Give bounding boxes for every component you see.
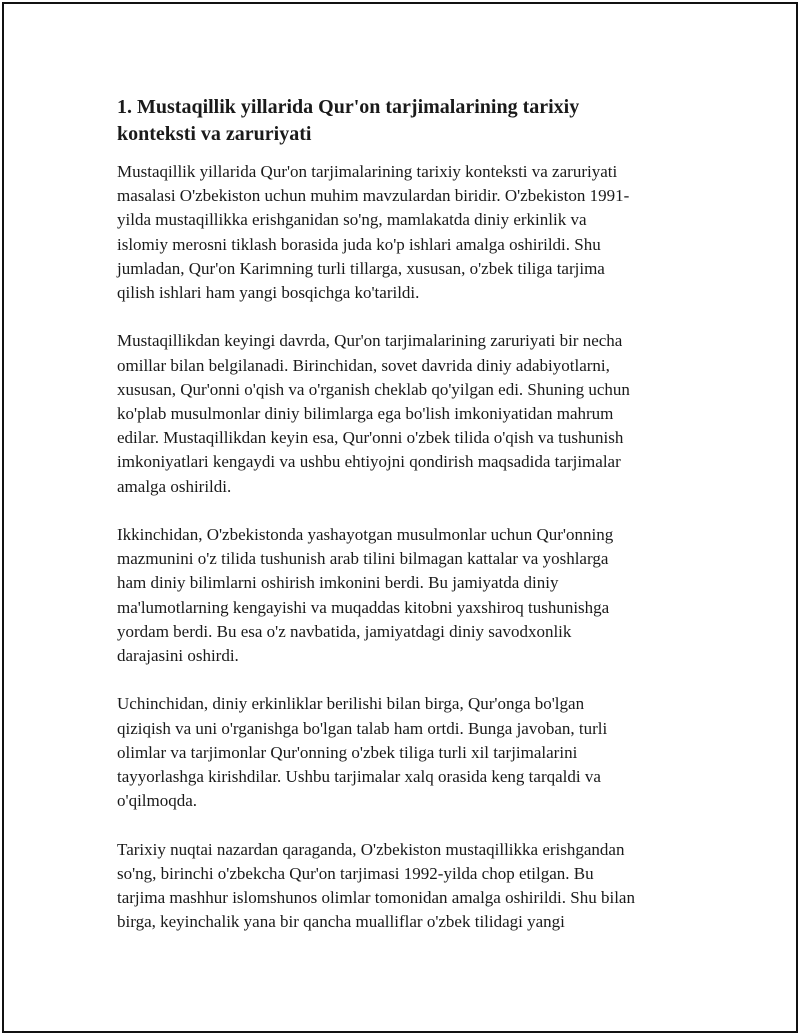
text-line: tarjima mashhur islomshunos olimlar tomonidan amalga oshirildi. Shu bilan	[117, 888, 635, 908]
text-line: Tarixiy nuqtai nazardan qaraganda, O'zbekiston mustaqillikka erishgandan	[117, 839, 625, 859]
text-line: yordam berdi. Bu esa o'z navbatida, jamiyatdagi diniy savodxonlik	[117, 621, 572, 641]
text-line: xususan, Qur'onni o'qish va o'rganish cheklab qo'yilgan edi. Shuning uchun	[117, 379, 630, 399]
text-line: o'qilmoqda.	[117, 791, 198, 811]
body-text	[117, 160, 717, 934]
text-line: amalga oshirildi.	[117, 476, 232, 496]
text-line: ham diniy bilimlarni oshirish imkonini berdi. Bu jamiyatda diniy	[117, 573, 559, 593]
text-line: ma'lumotlarning kengayishi va muqaddas kitobni yaxshiroq tushunishga	[117, 597, 610, 617]
text-line: islomiy merosni tiklash borasida juda ko'p ishlari amalga oshirildi. Shu	[117, 234, 601, 254]
text-line: qiziqish va uni o'rganishga bo'lgan talab ham ortdi. Bunga javoban, turli	[117, 718, 608, 738]
text-line: yilda mustaqillikka erishganidan so'ng, mamlakatda diniy erkinlik va	[117, 210, 587, 230]
text-line: olimlar va tarjimonlar Qur'onning o'zbek tiliga turli xil tarjimalarini	[117, 742, 578, 762]
text-line: tayyorlashga kirishdilar. Ushbu tarjimalar xalq orasida keng tarqaldi va	[117, 767, 601, 787]
heading-line: 1. Mustaqillik yillarida Qur'on tarjimalarining tarixiy	[117, 96, 580, 118]
text-line: masalasi O'zbekiston uchun muhim mavzulardan biridir. O'zbekiston 1991-	[117, 186, 630, 206]
text-line: Mustaqillikdan keyingi davrda, Qur'on tarjimalarining zaruriyati bir necha	[117, 331, 623, 351]
text-line: Ikkinchidan, O'zbekistonda yashayotgan musulmonlar uchun Qur'onning	[117, 525, 614, 545]
paragraph	[117, 838, 717, 935]
document-content	[117, 94, 717, 934]
paragraph	[117, 160, 717, 305]
paragraph	[117, 329, 717, 498]
text-line: ko'plab musulmonlar diniy bilimlarga ega bo'lish imkoniyatidan mahrum	[117, 404, 614, 424]
text-line: edilar. Mustaqillikdan keyin esa, Qur'onni o'zbek tilida o'qish va tushunish	[117, 428, 624, 448]
paragraph	[117, 523, 717, 668]
text-line: Mustaqillik yillarida Qur'on tarjimalarining tarixiy konteksti va zaruriyati	[117, 162, 618, 181]
text-line: imkoniyatlari kengaydi va ushbu ehtiyojni qondirish maqsadida tarjimalar	[117, 452, 621, 472]
text-line: Uchinchidan, diniy erkinliklar berilishi bilan birga, Qur'onga bo'lgan	[117, 694, 585, 714]
text-line: birga, keyinchalik yana bir qancha mualliflar o'zbek tilidagi yangi	[117, 912, 565, 932]
text-line: omillar bilan belgilanadi. Birinchidan, sovet davrida diniy adabiyotlarni,	[117, 355, 610, 375]
text-line: jumladan, Qur'on Karimning turli tillarga, xususan, o'zbek tiliga tarjima	[117, 258, 605, 278]
paragraph	[117, 692, 717, 813]
text-line: so'ng, birinchi o'zbekcha Qur'on tarjimasi 1992-yilda chop etilgan. Bu	[117, 863, 594, 883]
section-heading	[117, 94, 717, 148]
text-line: mazmunini o'z tilida tushunish arab tilini bilmagan kattalar va yoshlarga	[117, 549, 609, 569]
text-line: darajasini oshirdi.	[117, 646, 239, 666]
heading-line: konteksti va zaruriyati	[117, 123, 312, 145]
text-line: qilish ishlari ham yangi bosqichga ko'tarildi.	[117, 283, 420, 303]
